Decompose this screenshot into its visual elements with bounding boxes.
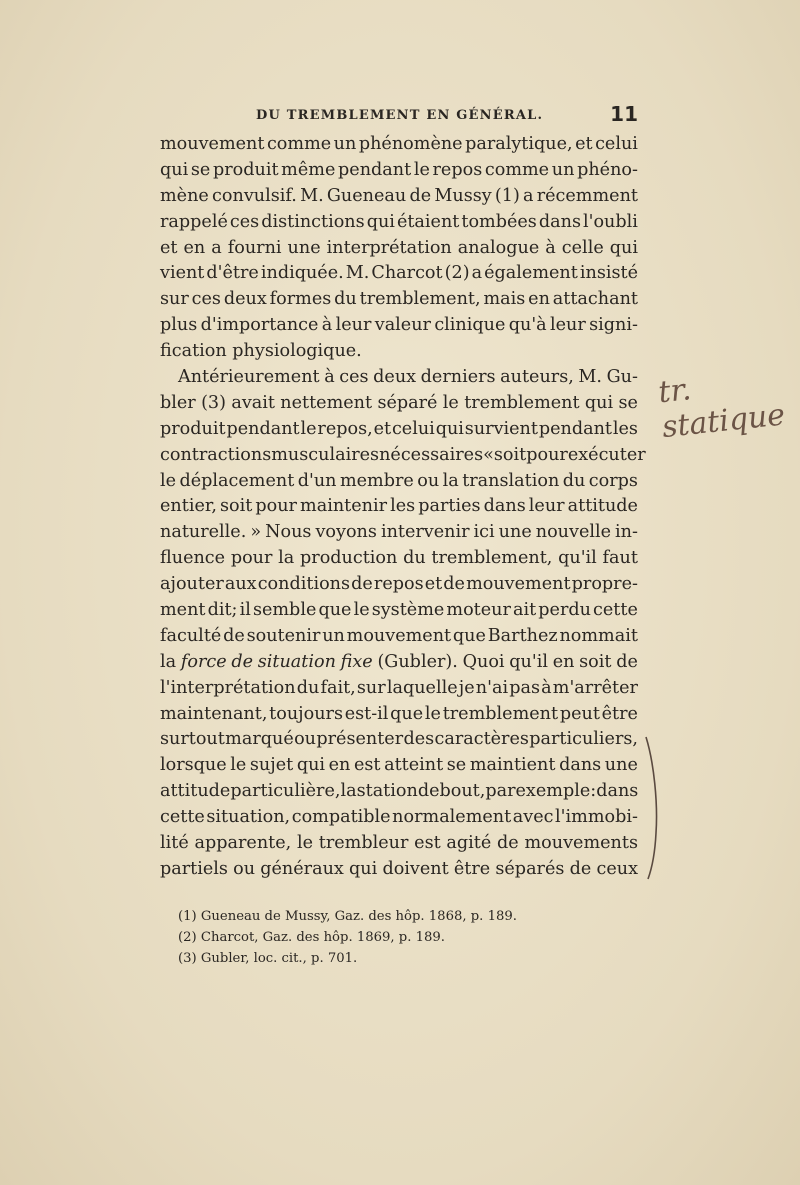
- text-line: qui se produit même pendant le repos comme un phéno-: [160, 159, 638, 180]
- text-line: ment dit; il semble que le système moteur ait perdu cette: [160, 600, 638, 621]
- text-line: sur ces deux formes du tremblement, mais en attachant: [160, 289, 638, 310]
- text-line: entier, soit pour maintenir les parties dans leur attitude: [160, 496, 638, 517]
- text-line: surtout marqué ou présenter des caractères particuliers,: [160, 729, 638, 750]
- text-line: fluence pour la production du tremblement, qu'il faut: [160, 548, 638, 569]
- footnote: (2) Charcot, Gaz. des hôp. 1869, p. 189.: [178, 930, 445, 945]
- margin-annotation: tr. statique: [656, 372, 787, 446]
- text-line: mouvement comme un phénomène paralytique, et celui: [160, 134, 638, 154]
- text-line: partiels ou généraux qui doivent être séparés de ceux: [160, 858, 638, 879]
- text-line: fication physiologique.: [160, 341, 362, 362]
- body-text: [160, 132, 646, 883]
- text-line: vient d'être indiquée. M. Charcot (2) a également insisté: [160, 263, 638, 284]
- text-line: la force de situation fixe (Gubler). Quoi qu'il en soit de: [160, 651, 638, 672]
- footnote: (1) Gueneau de Mussy, Gaz. des hôp. 1868, p. 189.: [178, 909, 517, 924]
- text-line: le déplacement d'un membre ou la translation du corps: [160, 470, 638, 491]
- text-line: Antérieurement à ces deux derniers auteurs, M. Gu-: [178, 367, 638, 388]
- text-line: l'interprétation du fait, sur laquelle je n'ai pas à m'arrêter: [160, 677, 638, 698]
- margin-bracket: [640, 733, 664, 883]
- text-line: et en a fourni une interprétation analogue à celle qui: [160, 237, 638, 258]
- text-line: cette situation, compatible normalement avec l'immobi-: [160, 807, 638, 828]
- footnote: (3) Gubler, loc. cit., p. 701.: [178, 951, 358, 966]
- text-line: maintenant, toujours est-il que le tremblement peut être: [160, 703, 638, 724]
- page-number: 11: [610, 102, 638, 126]
- text-line: naturelle. » Nous voyons intervenir ici une nouvelle in-: [160, 522, 638, 543]
- text-line: produit pendant le repos, et celui qui survient pendant les: [160, 418, 638, 439]
- text-line: lité apparente, le trembleur est agité de mouvements: [160, 833, 638, 854]
- text-line: mène convulsif. M. Gueneau de Mussy (1) a récemment: [160, 185, 638, 206]
- text-line: lorsque le sujet qui en est atteint se maintient dans une: [160, 755, 638, 776]
- footnotes: [178, 906, 618, 969]
- text-line: plus d'importance à leur valeur clinique qu'à leur signi-: [160, 315, 638, 336]
- text-line: attitude particulière, la station debout, par exemple : dans: [160, 781, 639, 802]
- text-line: rappelé ces distinctions qui étaient tombées dans l'oubli: [160, 211, 638, 232]
- text-line: ajouter aux conditions de repos et de mouvement propre-: [160, 574, 638, 595]
- text-line: contractions musculaires nécessaires « soit pour exécuter: [160, 444, 646, 465]
- text-line: faculté de soutenir un mouvement que Barthez nommait: [160, 625, 638, 646]
- running-title: DU TREMBLEMENT EN GÉNÉRAL.: [256, 108, 544, 123]
- text-line: bler (3) avait nettement séparé le tremblement qui se: [160, 392, 638, 413]
- page-header: [160, 102, 638, 126]
